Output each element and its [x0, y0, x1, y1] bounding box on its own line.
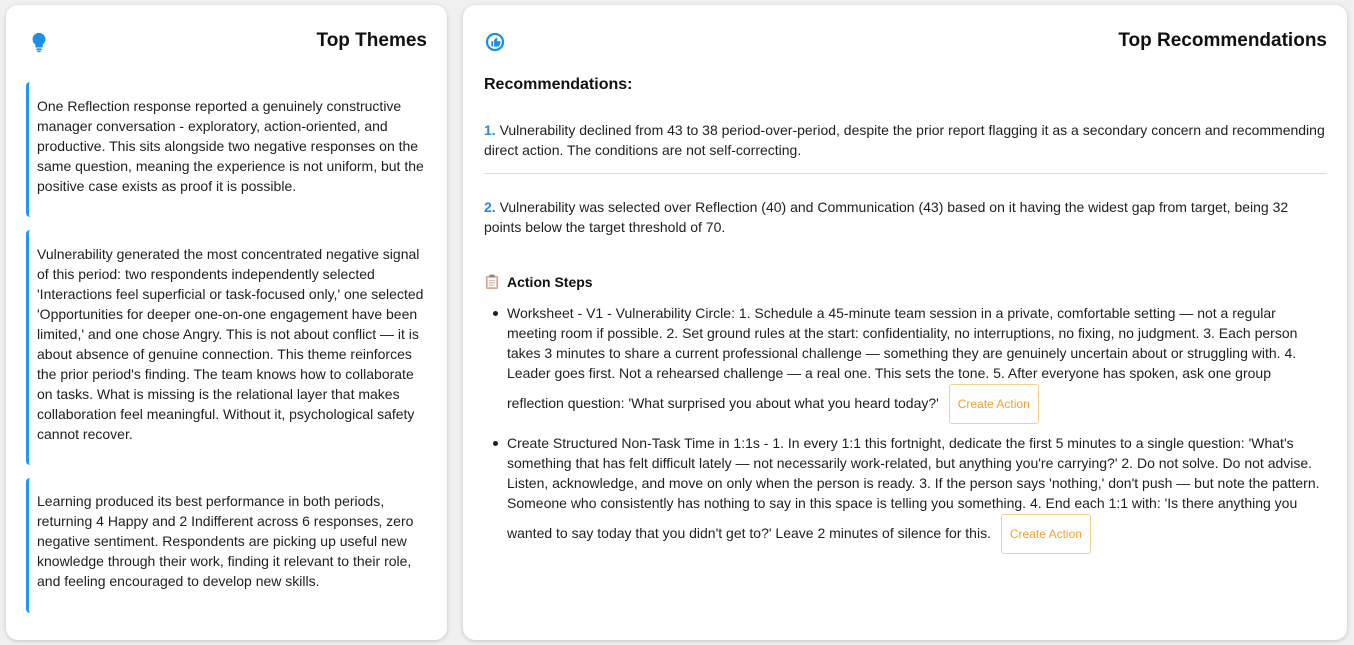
lightbulb-icon	[28, 30, 50, 54]
action-step-text-end: wanted to say today that you didn't get to?' Leave 2 minutes of silence for this.	[507, 525, 991, 541]
action-step-item	[489, 303, 1329, 433]
action-step-text-end: reflection question: 'What surprised you about what you heard today?'	[507, 395, 939, 411]
theme-item	[26, 478, 431, 613]
action-steps-label: Action Steps	[507, 274, 593, 290]
themes-title: Top Themes	[316, 30, 427, 51]
create-action-button[interactable]: Create Action	[949, 384, 1039, 424]
create-action-button[interactable]: Create Action	[1001, 514, 1091, 554]
recommendation-number: 2.	[484, 199, 496, 215]
theme-text: Learning produced its best performance in both periods, returning 4 Happy and 2 Indifferent across 6 responses, zero negative sentiment. Respondents are picking up useful new knowledge through their work, finding it relevant to their role, and feeling encouraged to develop new skills.	[37, 493, 414, 589]
clipboard-icon	[485, 274, 499, 290]
recommendation-text: Vulnerability was selected over Reflection (40) and Communication (43) based on it having the widest gap from target, being 32 points below the target threshold of 70.	[484, 199, 1289, 235]
action-step-text: Create Structured Non-Task Time in 1:1s - 1. In every 1:1 this fortnight, dedicate the first 5 minutes to a single question: 'What's something that has felt difficult lately — not necessarily work-related, but anything you're carrying?' 2. Do not solve. Do not advise. Listen, acknowledge, and move on only when the person is ready. 3. If the person says 'nothing,' don't push — but note the pattern. Someone who consistently has nothing to say in this space is telling you something. 4. End each 1:1 with: 'Is there anything you	[507, 435, 1320, 511]
recommendation-item	[484, 120, 1329, 160]
thumbs-up-icon	[484, 30, 506, 54]
recommendations-heading: Recommendations:	[484, 76, 633, 93]
top-themes-card	[6, 5, 447, 640]
action-step-text: Worksheet - V1 - Vulnerability Circle: 1. Schedule a 45-minute team session in a private, comfortable setting — not a regular meeting room if possible. 2. Set ground rules at the start: confidentiality, no interruptions, no fixing, no judgment. 3. Each person takes 3 minutes to share a current professional challenge — something they are genuinely uncertain about or struggling with. 4. Leader goes first. Not a rehearsed challenge — a real one. This sets the tone. 5. After everyone has spoken, ask one group	[507, 305, 1298, 381]
top-recommendations-card	[463, 5, 1347, 640]
action-step-item	[489, 433, 1329, 554]
recommendation-text: Vulnerability declined from 43 to 38 period-over-period, despite the prior report flagging it as a secondary concern and recommending direct action. The conditions are not self-correcting.	[484, 122, 1325, 158]
theme-item	[26, 230, 431, 465]
action-steps-list	[489, 303, 1329, 554]
recommendation-item	[484, 197, 1329, 237]
theme-item	[26, 82, 431, 217]
theme-text: One Reflection response reported a genuinely constructive manager conversation - exploratory, action-oriented, and productive. This sits alongside two negative responses on the same question, meaning the experience is not uniform, but the positive case exists as proof it is possible.	[37, 98, 424, 194]
theme-text: Vulnerability generated the most concentrated negative signal of this period: two respondents independently selected 'Interactions feel superficial or task-focused only,' one selected 'Opportunities for deeper one-on-one engagement have been limited,' and one chose Angry. This is not about conflict — it is about absence of genuine connection. This theme reinforces the prior period's finding. The team knows how to collaborate on tasks. What is missing is the relational layer that makes collaboration feel meaningful. Without it, psychological safety cannot recover.	[37, 246, 424, 442]
recommendations-title: Top Recommendations	[1118, 30, 1327, 51]
action-steps-heading	[485, 274, 593, 290]
recommendation-number: 1.	[484, 122, 496, 138]
divider	[484, 173, 1327, 174]
